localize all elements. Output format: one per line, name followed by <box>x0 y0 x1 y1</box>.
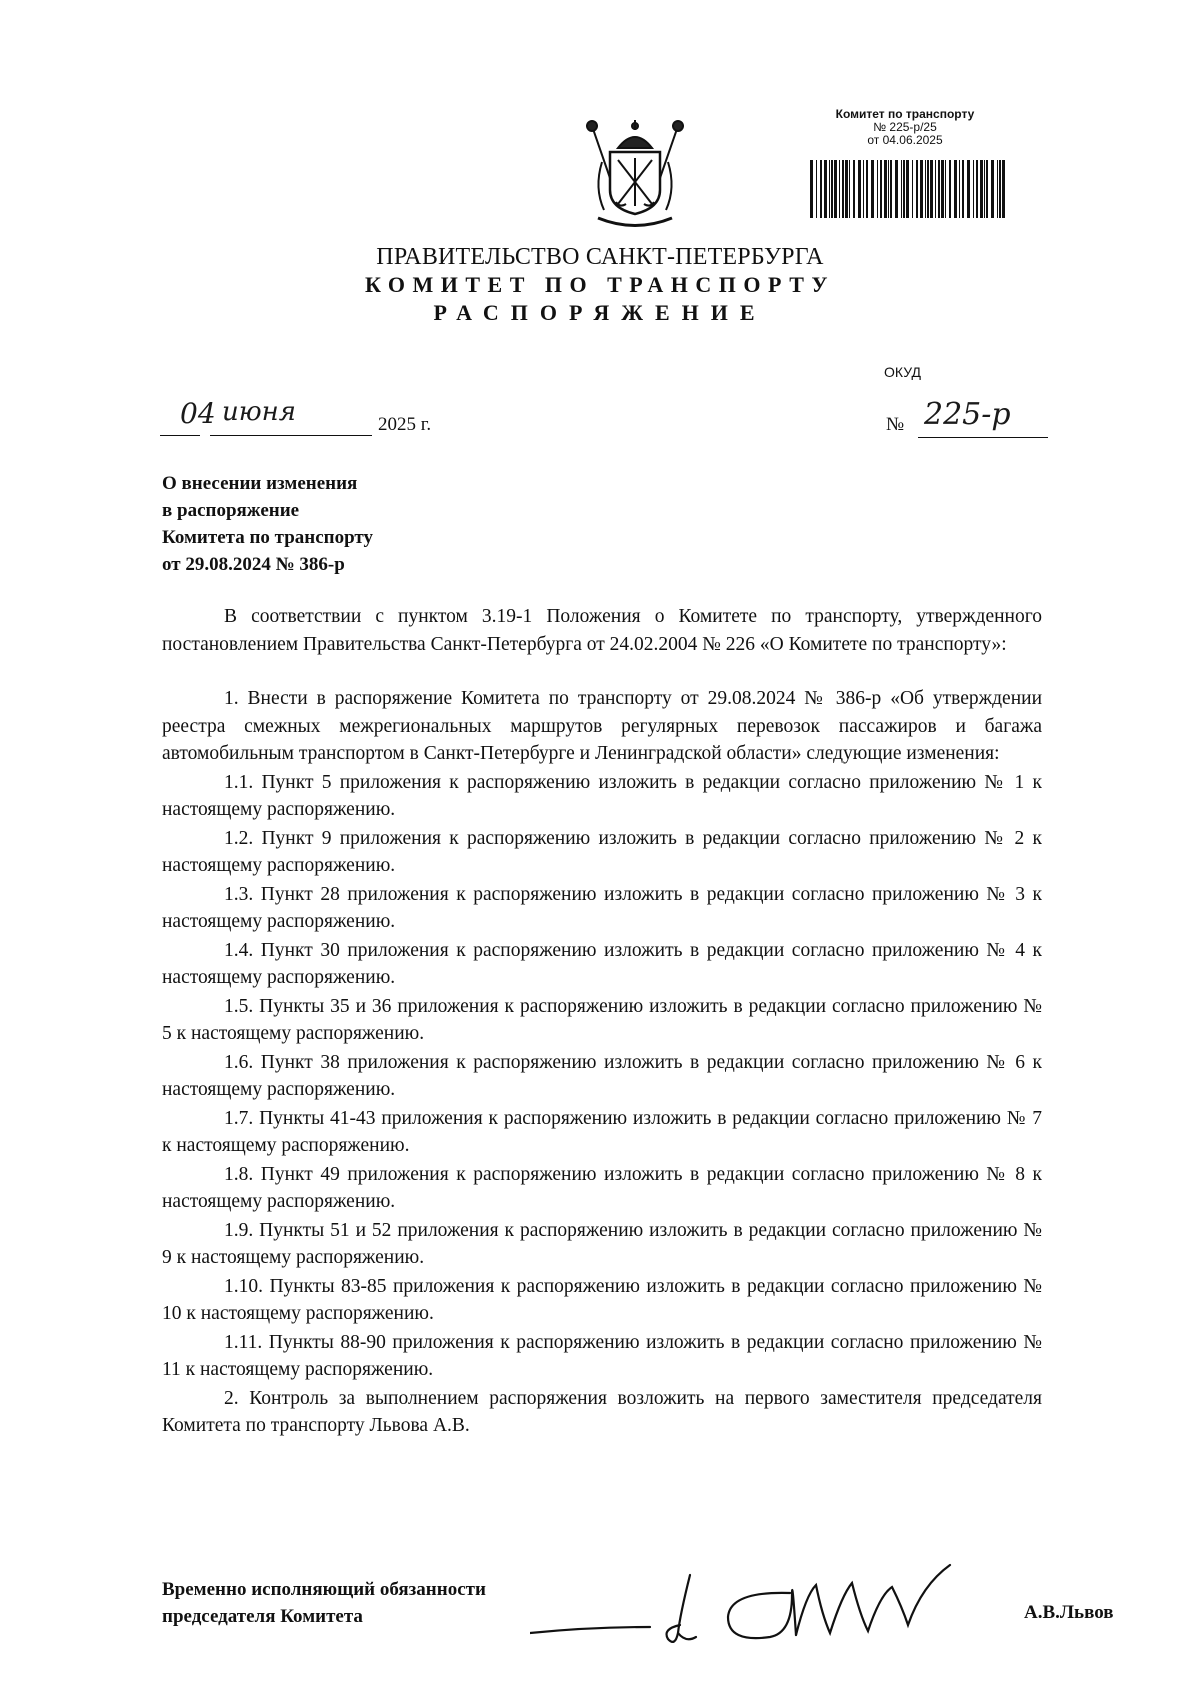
barcode-bar <box>916 160 918 218</box>
barcode-bar <box>980 160 983 218</box>
stamp-number: № 225-р/25 <box>873 120 937 134</box>
barcode-bar <box>912 160 913 218</box>
committee-title: КОМИТЕТ ПО ТРАНСПОРТУ <box>364 272 836 297</box>
subitem: 1.1. Пункт 5 приложения к распоряжению изложить в редакции согласно приложению № 1 к настоящему распоряжению. <box>162 771 1042 820</box>
handwritten-signature <box>530 1555 1010 1655</box>
barcode-bar <box>810 160 813 218</box>
barcode-bar <box>945 160 946 218</box>
barcode-bar <box>999 160 1001 218</box>
barcode-bar <box>890 160 892 218</box>
okud-label: ОКУД <box>884 364 921 380</box>
document-subject <box>162 470 562 578</box>
document-body <box>162 603 1042 1440</box>
signatory-title-line: председателя Комитета <box>162 1606 363 1627</box>
barcode-bar <box>938 160 940 218</box>
barcode-bar <box>839 160 840 218</box>
handwritten-month: июня <box>222 397 296 427</box>
barcode-bar <box>866 160 868 218</box>
month-underline <box>210 435 372 436</box>
item-2: 2. Контроль за выполнением распоряжения возложить на первого заместителя председателя Комитета по транспорту Львова А.В. <box>162 1387 1042 1436</box>
year-label: 2025 г. <box>378 414 432 435</box>
barcode-bar <box>935 160 936 218</box>
barcode-bar <box>871 160 874 218</box>
barcode-bar <box>997 160 998 218</box>
barcode-bar <box>991 160 994 218</box>
subject-line: в распоряжение <box>162 500 300 521</box>
number-underline <box>918 437 1048 438</box>
barcode-bar <box>842 160 844 218</box>
item-1: 1. Внести в распоряжение Комитета по транспорту от 29.08.2024 № 386-р «Об утверждении реестра смежных межрегиональных маршрутов регулярных перевозок пассажиров и багажа автомобильным транспортом в Санкт-Петербурге и Ленинградской области» следующие изменения: <box>162 688 1042 764</box>
barcode-bar <box>824 160 827 218</box>
subitem: 1.11. Пункты 88-90 приложения к распоряжению изложить в редакции согласно приложению № 11 к настоящему распоряжению. <box>162 1331 1042 1380</box>
number-sign: № <box>886 414 905 435</box>
barcode-bar <box>884 160 887 218</box>
barcode-bar <box>973 160 974 218</box>
document-type: РАСПОРЯЖЕНИЕ <box>433 300 767 325</box>
barcode-bar <box>880 160 882 218</box>
barcode-bar <box>941 160 944 218</box>
barcode-bar <box>967 160 970 218</box>
day-underline <box>160 435 200 436</box>
stamp-date: от 04.06.2025 <box>867 133 943 147</box>
barcode-bar <box>959 160 960 218</box>
barcode-bar <box>820 160 822 218</box>
barcode-bar <box>831 160 833 218</box>
barcode-bar <box>901 160 902 218</box>
subitem: 1.5. Пункты 35 и 36 приложения к распоряжению изложить в редакции согласно приложению № 5 к настоящему распоряжению. <box>162 995 1042 1044</box>
barcode-bar <box>877 160 878 218</box>
subitem: 1.10. Пункты 83-85 приложения к распоряжению изложить в редакции согласно приложению № 10 к настоящему распоряжению. <box>162 1275 1042 1324</box>
subitem: 1.4. Пункт 30 приложения к распоряжению изложить в редакции согласно приложению № 4 к настоящему распоряжению. <box>162 939 1042 988</box>
registration-stamp <box>800 108 1010 147</box>
barcode-bar <box>927 160 929 218</box>
barcode-bar <box>888 160 889 218</box>
barcode-bar <box>1002 160 1005 218</box>
barcode-bar <box>829 160 830 218</box>
barcode-bar <box>976 160 978 218</box>
barcode-bar <box>962 160 964 218</box>
signatory-title-line: Временно исполняющий обязанности <box>162 1579 486 1600</box>
barcode-bar <box>845 160 848 218</box>
barcode-bar <box>816 160 817 218</box>
barcode-bar <box>954 160 957 218</box>
subitem: 1.3. Пункт 28 приложения к распоряжению изложить в редакции согласно приложению № 3 к настоящему распоряжению. <box>162 883 1042 932</box>
barcode-bar <box>920 160 923 218</box>
preamble: В соответствии с пунктом 3.19-1 Положения о Комитете по транспорту, утвержденного постановлением Правительства Санкт-Петербурга от 24.02.2004 № 226 «О Комитете по транспорту»: <box>162 606 1042 655</box>
stamp-org: Комитет по транспорту <box>835 107 975 121</box>
barcode-bar <box>858 160 861 218</box>
barcode-bar <box>925 160 926 218</box>
subject-line: О внесении изменения <box>162 473 358 494</box>
barcode-bar <box>984 160 985 218</box>
barcode-bar <box>853 160 855 218</box>
handwritten-number: 225-р <box>924 397 1011 432</box>
subitem: 1.9. Пункты 51 и 52 приложения к распоряжению изложить в редакции согласно приложению № 9 к настоящему распоряжению. <box>162 1219 1042 1268</box>
barcode-bar <box>863 160 864 218</box>
subject-line: от 29.08.2024 № 386-р <box>162 554 345 575</box>
barcode-bar <box>949 160 951 218</box>
subitem: 1.8. Пункт 49 приложения к распоряжению изложить в редакции согласно приложению № 8 к настоящему распоряжению. <box>162 1163 1042 1212</box>
barcode-bar <box>903 160 905 218</box>
barcode <box>810 160 1010 218</box>
subject-line: Комитета по транспорту <box>162 527 373 548</box>
barcode-bar <box>986 160 988 218</box>
coat-of-arms-emblem <box>580 118 690 233</box>
subitem: 1.7. Пункты 41-43 приложения к распоряжению изложить в редакции согласно приложению № 7 к настоящему распоряжению. <box>162 1107 1042 1156</box>
subitem: 1.2. Пункт 9 приложения к распоряжению изложить в редакции согласно приложению № 2 к настоящему распоряжению. <box>162 827 1042 876</box>
handwritten-day: 04 <box>180 397 216 430</box>
barcode-bar <box>895 160 898 218</box>
government-title: ПРАВИТЕЛЬСТВО САНКТ-ПЕТЕРБУРГА <box>376 244 824 270</box>
signatory-name: А.В.Львов <box>1024 1602 1114 1623</box>
subitem: 1.6. Пункт 38 приложения к распоряжению изложить в редакции согласно приложению № 6 к настоящему распоряжению. <box>162 1051 1042 1100</box>
barcode-bar <box>930 160 933 218</box>
barcode-bar <box>906 160 909 218</box>
barcode-bar <box>834 160 837 218</box>
barcode-bar <box>849 160 850 218</box>
